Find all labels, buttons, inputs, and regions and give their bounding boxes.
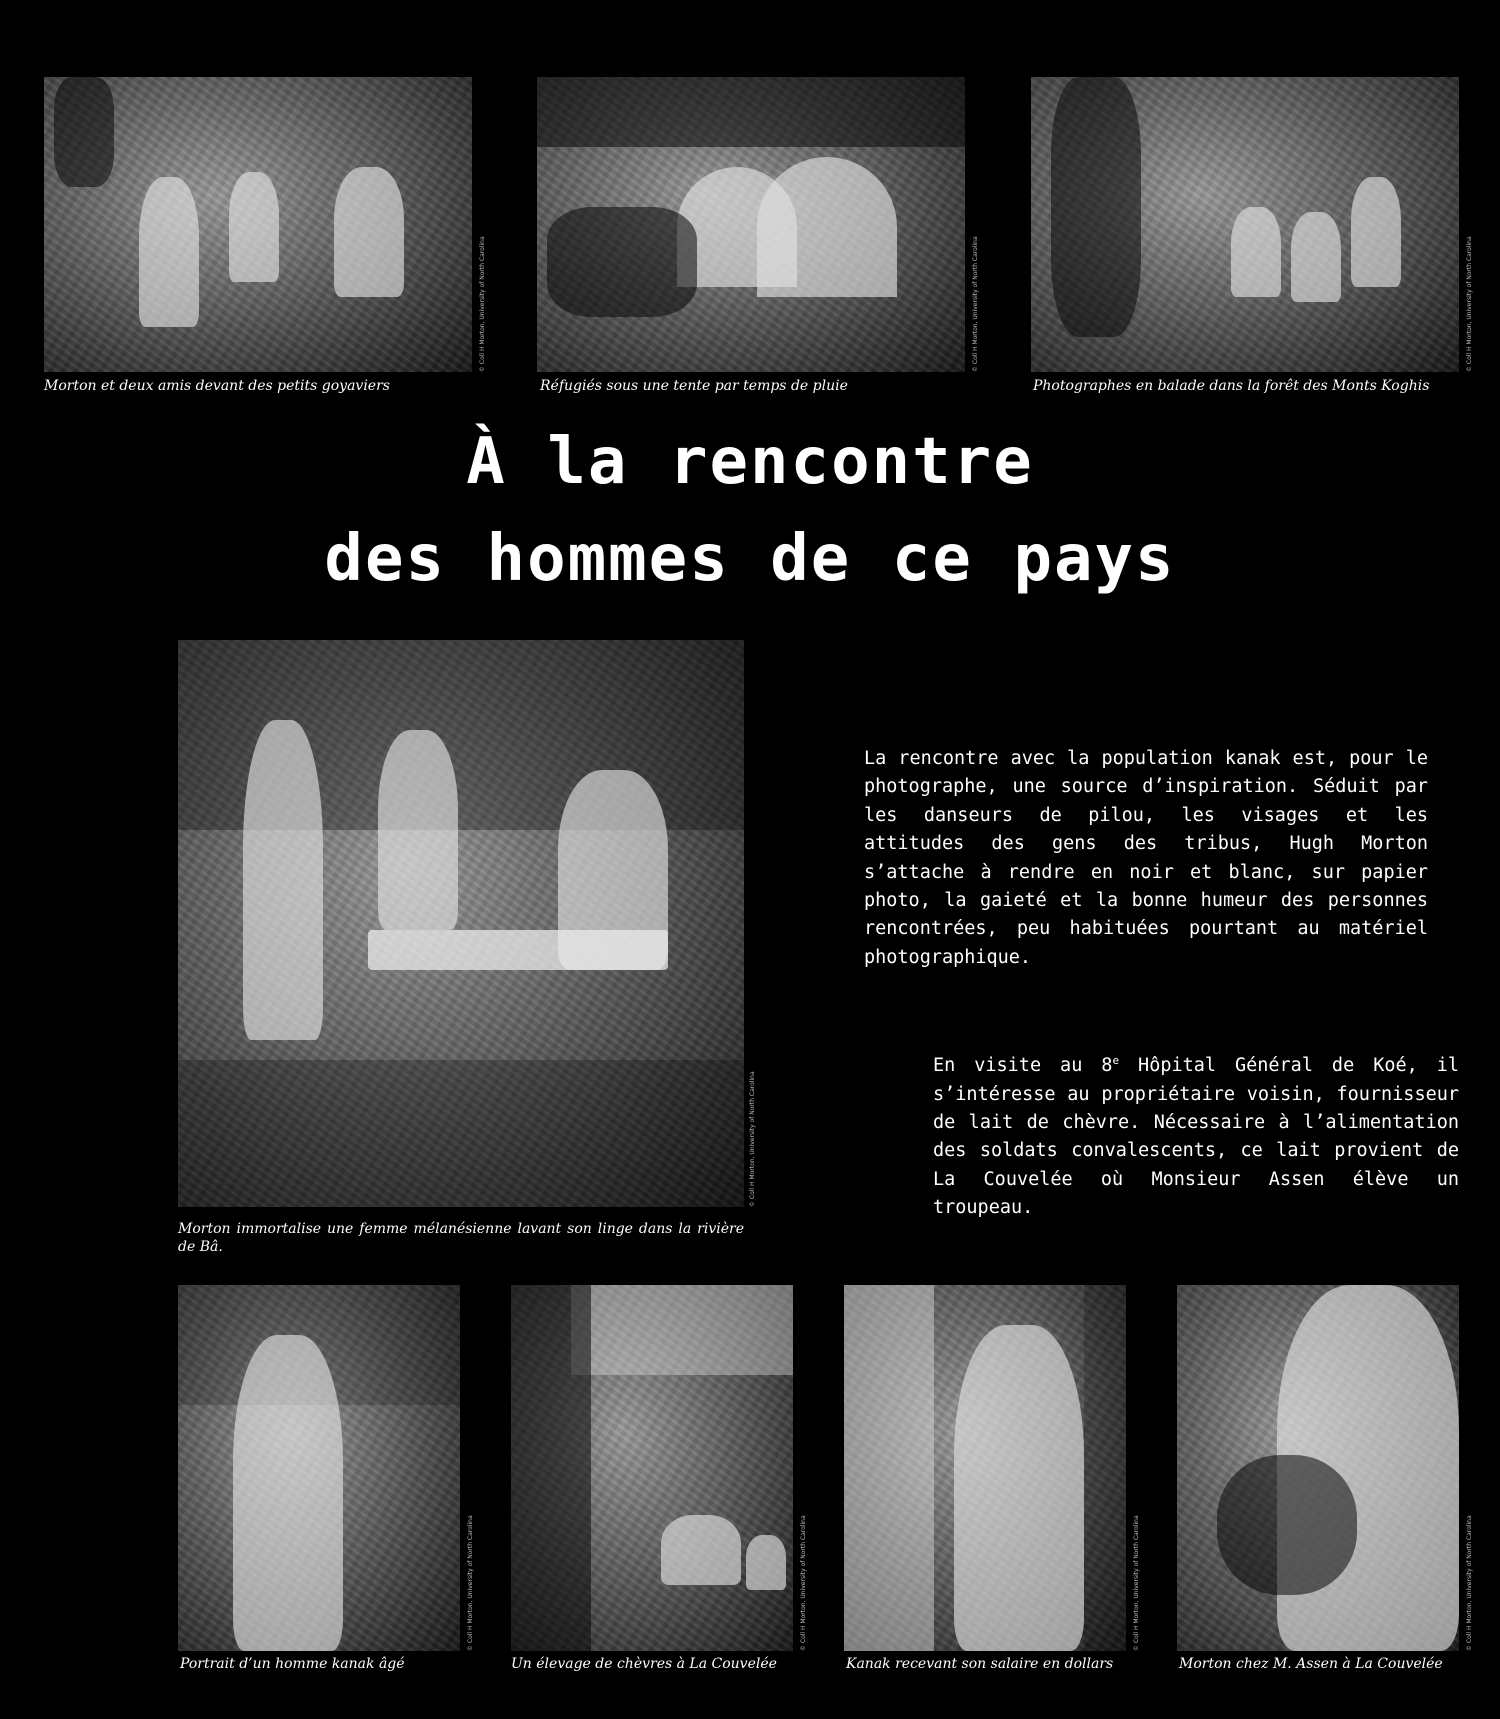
paragraph-hospital-visit-start: En visite au 8 <box>933 1055 1113 1077</box>
caption-elderly-kanak-man: Portrait d’un homme kanak âgé <box>180 1656 405 1672</box>
photo-credit: © Coll H Morton, University of North Carolina <box>972 236 979 372</box>
photo-morton-assen <box>1177 1285 1459 1651</box>
caption-kanak-salary: Kanak recevant son salaire en dollars <box>846 1656 1114 1672</box>
caption-woman-washing: Morton immortalise une femme mélanésienne lavant son linge dans la rivière de Bâ. <box>178 1221 744 1255</box>
photo-kanak-salary <box>844 1285 1126 1651</box>
photo-elderly-kanak-man <box>178 1285 460 1651</box>
photo-credit: © Coll H Morton, University of North Carolina <box>467 1515 474 1651</box>
photo-credit: © Coll H Morton, University of North Carolina <box>1466 236 1473 372</box>
ordinal-superscript: e <box>1112 1054 1120 1067</box>
photo-morton-woman-washing <box>178 640 744 1207</box>
photo-tent-rain <box>537 77 965 372</box>
photo-goat-farm <box>511 1285 793 1651</box>
caption-tent-rain: Réfugiés sous une tente par temps de pluie <box>540 378 848 394</box>
page-title-line2: des hommes de ce pays <box>324 522 1176 596</box>
photo-credit: © Coll H Morton, University of North Carolina <box>1466 1515 1473 1651</box>
photo-credit: © Coll H Morton, University of North Carolina <box>1133 1515 1140 1651</box>
caption-forest-koghis: Photographes en balade dans la forêt des Monts Koghis <box>1033 378 1430 394</box>
caption-friends-guava: Morton et deux amis devant des petits goyaviers <box>44 378 390 394</box>
photo-credit: © Coll H Morton, University of North Carolina <box>479 236 486 372</box>
paragraph-hospital-visit <box>933 1047 1459 1223</box>
caption-goat-farm: Un élevage de chèvres à La Couvelée <box>511 1656 777 1672</box>
paragraph-hospital-visit-end: Hôpital Général de Koé, il s’intéresse au propriétaire voisin, fournisseur de lait de chèvre. Nécessaire à l’alimentation des soldats convalescents, ce lait provient de La Couvelée où Monsieur Assen élève un troupeau. <box>933 1055 1459 1219</box>
paragraph-kanak-inspiration: La rencontre avec la population kanak est, pour le photographe, une source d’inspiration. Séduit par les danseurs de pilou, les visages et les attitudes des gens des tribus, Hugh Morton s’attache à rendre en noir et blanc, sur papier photo, la gaieté et la bonne humeur des personnes rencontrées, peu habituées pourtant au matériel photographique. <box>864 748 1428 968</box>
page-title-line1: À la rencontre <box>466 425 1034 499</box>
photo-friends-guava <box>44 77 472 372</box>
photo-credit: © Coll H Morton, University of North Carolina <box>749 1071 756 1207</box>
photo-credit: © Coll H Morton, University of North Carolina <box>800 1515 807 1651</box>
photo-forest-koghis <box>1031 77 1459 372</box>
caption-morton-assen: Morton chez M. Assen à La Couvelée <box>1179 1656 1443 1672</box>
